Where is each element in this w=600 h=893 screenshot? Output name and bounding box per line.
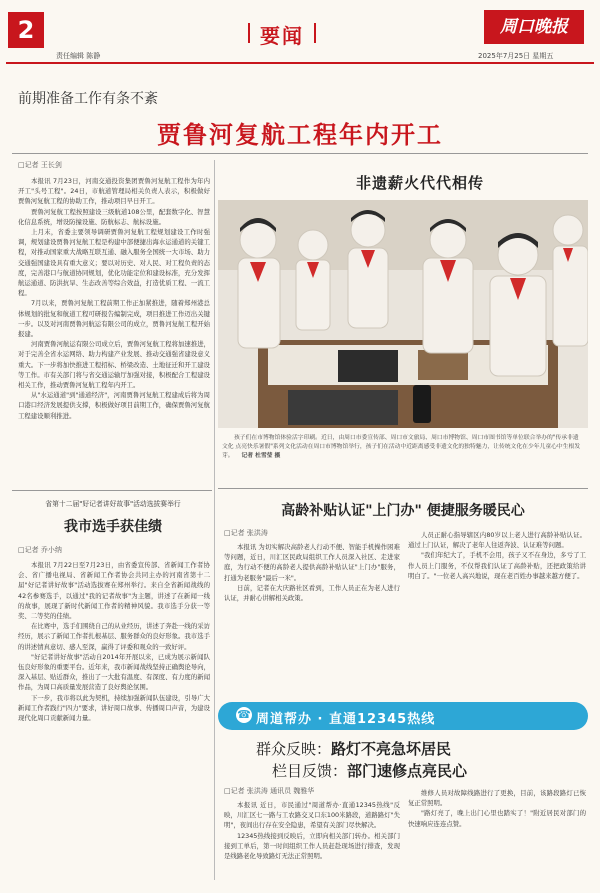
hotline-byline: □记者 张洪涛 通讯员 魏雅华 bbox=[224, 787, 315, 795]
story2-paragraph: 本报讯 7月22日至7月23日，由省委宣传部、省新闻工作者协会、省广播电视局、省新闻工作者协会共同主办的河南省第十二届"好记者讲好故事"活动选拔赛在郑州举行。来自全省新闻战线的42名参赛选手，以通过"我的记者故事"为主题，讲述了在新闻一线的故事，展现了新时代新闻工作者的精神风貌。我市选手分获一等奖、二等奖的佳绩。 bbox=[18, 561, 210, 621]
story3-paragraph: 日前，记者在大庆路社区看到，工作人员正在为老人进行认证，并耐心讲解相关政策。 bbox=[224, 583, 400, 603]
caption-text: 孩子们在市博物馆体验活字印刷。近日，由周口市委宣传部、周口市文旅局、周口市博物馆、周口市图书馆等单位联合举办的"传承非遗文化 点亮快乐暑假"系列文化活动在周口市博物馆举行，孩子们在活动中近距离感受非遗文化的独特魅力，让传统文化在少年儿童心中生根发芽。 bbox=[222, 435, 581, 459]
issue-date: 2025年7月25日 星期五 bbox=[478, 52, 554, 60]
lead-paragraph: 本报讯 7月23日，河南交通投资集团贾鲁河复航工程作为年内开工"头号工程"。24日，市航道管理局相关负责人表示，积极做好贾鲁河复航工程的协助工作，推动项目早日开工。 bbox=[18, 177, 210, 206]
section-bar-left bbox=[248, 23, 250, 43]
story2-paragraph: 下一步，我市将以此为契机，持续加强新闻队伍建设，引导广大新闻工作者践行"四力"要求，讲好周口故事、传播周口声音，为建设现代化周口贡献新闻力量。 bbox=[18, 693, 210, 723]
reply-label: 栏目反馈： bbox=[272, 762, 348, 780]
photo-headline: 非遗薪火代代相传 bbox=[355, 174, 484, 192]
lead-paragraph: 河南贾鲁河航运有限公司成立后，贾鲁河复航工程将加速推进，对于完善全省水运网络、助力构建产业发展、推动交通强省建设意义重大。下一步将加快推进工程招标、桥梁改造、土地征迁和开工建设等工作。市有关部门将与省交通运输厅加强对接，积极配合工程建设相关工作，推动贾鲁河复航工程年内开工。 bbox=[18, 340, 210, 390]
hotline-paragraph: 维修人员对故障线路进行了更换，目前，该路段路灯已恢复正常照明。 bbox=[408, 789, 586, 808]
lead-paragraph: 7月以来，贾鲁河复航工程前期工作正加紧推进，随着郑州港总体规划的批复和航道工程可研报告编制完成，项目推进工作迈出关键一步。以及对河南贾鲁河航运有限公司的成立，贾鲁河复航工程开始报建。 bbox=[18, 299, 210, 339]
lead-paragraph: 从"水运通道"到"通道经济"，河南贾鲁河复航工程建成后将为周口港口经济发展提供支撑，积极做好项目前期工作，确保贾鲁河复航工程建设顺利推进。 bbox=[18, 391, 210, 420]
story2-paragraph: 在比赛中，选手们围绕自己的从业经历，讲述了奔赴一线的采访经历，展示了新闻工作者扎根基层、服务群众的良好形象。我市选手的讲述情真意切、感人至深，赢得了评委和观众的一致好评。 bbox=[18, 622, 210, 651]
hotline-banner-text: 周道帮办 · 直通12345热线 bbox=[256, 712, 436, 727]
header-rule bbox=[6, 62, 594, 64]
page-number: 2 bbox=[8, 12, 44, 48]
story2-byline: □记者 乔小纳 bbox=[18, 546, 62, 554]
hotline-paragraph: "路灯亮了，晚上出门心里也踏实了！"附近居民对部门的快速响应连连点赞。 bbox=[408, 809, 586, 828]
reply-text: 部门速修点亮民心 bbox=[347, 762, 468, 780]
lead-byline: □记者 王长剑 bbox=[18, 161, 62, 169]
lead-headline: 贾鲁河复航工程年内开工 bbox=[157, 120, 443, 149]
hotline-paragraph: 本报讯 近日，市民通过"周道帮办·直通12345热线"反映，川汇区七一路与工农路交叉口东100米路段，道路路灯"失明"，夜间出行存在安全隐患，希望有关部门尽快解决。 bbox=[224, 801, 400, 830]
hotline-paragraph: 12345热线接到反映后，立即向相关部门转办。相关部门接到工单后，第一时间组织工作人员赶赴现场进行排查，发现是线路老化导致路灯无法正常照明。 bbox=[224, 831, 400, 861]
column-rule bbox=[214, 160, 215, 880]
story3-rule bbox=[218, 488, 588, 489]
story3-paragraph: "我们年纪大了，手机不会用，孩子又不在身边，多亏了工作人员上门服务，不仅帮我们认证了高龄补贴，还把政策给讲明白了。"一位老人高兴地说，现在老百姓办事越来越方便了。 bbox=[408, 551, 586, 580]
photo-caption bbox=[222, 434, 584, 461]
story3-headline: 高龄补贴认证"上门办" 便捷服务暖民心 bbox=[281, 503, 525, 519]
story2-paragraph: "好记者讲好故事"活动自2014年开展以来，已成为展示新闻队伍良好形象的重要平台。近年来，我市新闻战线坚持正确舆论导向，深入基层、贴近群众，推出了一大批有温度、有深度、有力度的新闻作品，为周口高质量发展营造了良好舆论氛围。 bbox=[18, 652, 210, 692]
phone-icon: ☎ bbox=[237, 708, 251, 721]
newspaper-logo: 周口晚报 bbox=[484, 10, 584, 44]
section-title: 要闻 bbox=[260, 24, 304, 48]
lead-kicker: 前期准备工作有条不紊 bbox=[18, 91, 158, 107]
story2-body bbox=[18, 560, 210, 878]
lead-body bbox=[18, 176, 210, 484]
feedback-text: 路灯不亮急坏居民 bbox=[331, 740, 452, 758]
news-photo bbox=[218, 200, 588, 428]
story2-kicker: 省第十二届"好记者讲好故事"活动选拔赛举行 bbox=[45, 500, 181, 508]
feedback-label: 群众反映： bbox=[256, 740, 332, 758]
hotline-body-left bbox=[224, 800, 400, 886]
story3-paragraph: 人员正耐心指导辖区内80岁以上老人进行高龄补贴认证。通过上门认证，解决了老年人往返奔波、认证难等问题。 bbox=[408, 531, 586, 550]
lead-paragraph: 上月末，省委主要领导调研贾鲁河复航工程规划建设工作时强调，规划建设贾鲁河复航工程是构建中部便捷出海水运通道的关键工程，对推动国家重大战略互联互通、融入服务全国统一大市场、助力交通强国建设具有重大意义；要以对历史、对人民、对工程负责的态度，完善港口与航道协同规划，优化功能定位和建设标准，充分发挥航运通道、防洪抗旱、生态改善等综合效益，打造优质工程、一流工程。 bbox=[18, 228, 210, 298]
story2-rule bbox=[12, 490, 212, 491]
story3-body-left bbox=[224, 542, 400, 692]
lead-paragraph: 贾鲁河复航工程按照建设三级航道108公里，配套数字化、智慧化信息系统，增设防撞设施、防航标志、航标设施。 bbox=[18, 207, 210, 226]
story3-body-right bbox=[408, 530, 586, 692]
hotline-body-right bbox=[408, 788, 586, 886]
feedback-line bbox=[256, 738, 451, 759]
photo-credit: 记者 杜雪莹 摄 bbox=[241, 453, 281, 459]
printing-class-illustration bbox=[218, 200, 588, 428]
section-bar-right bbox=[314, 23, 316, 43]
reply-line bbox=[272, 760, 467, 781]
story3-byline: □记者 张洪涛 bbox=[224, 529, 268, 537]
story2-headline: 我市选手获佳绩 bbox=[64, 519, 162, 535]
lead-rule bbox=[12, 153, 588, 154]
story3-paragraph: 本报讯 为切实解决高龄老人行动不便、智能手机操作困难等问题，近日，川汇区民政局组织工作人员深入社区、走进家庭，为行动不便的高龄老人提供高龄补贴认证"上门办"服务，打通为老服务"最后一米"。 bbox=[224, 543, 400, 582]
editor-credit: 责任编辑 陈静 bbox=[56, 52, 101, 60]
